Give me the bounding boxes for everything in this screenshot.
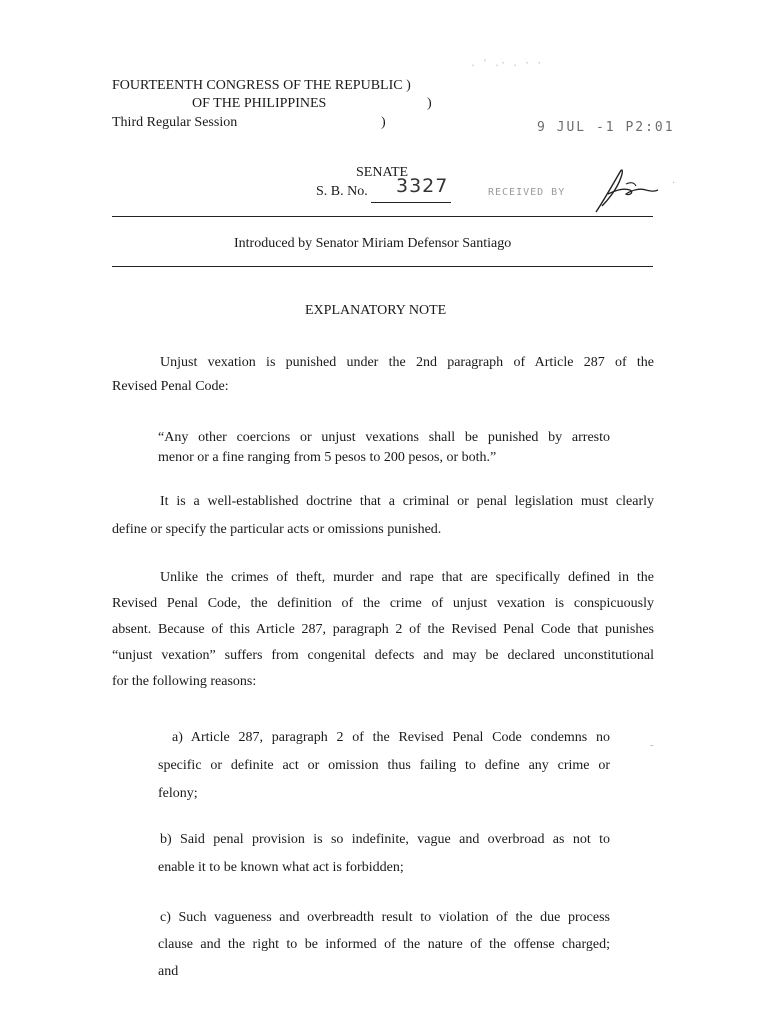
paragraph-1-line: Revised Penal Code:	[112, 379, 229, 394]
list-item-b	[158, 826, 610, 882]
session-line: Third Regular Session	[112, 115, 238, 130]
list-item-a-line: a) Article 287, paragraph 2 of the Revised Penal Code condemns no	[172, 730, 610, 745]
document-title: EXPLANATORY NOTE	[305, 303, 447, 318]
received-date-stamp: 9 JUL -1 P2:01	[537, 120, 675, 135]
republic-line-paren: )	[427, 96, 432, 111]
top-divider	[112, 216, 653, 217]
paragraph-3-line: Revised Penal Code, the definition of the crime of unjust vexation is conspicuously	[112, 596, 654, 611]
senate-label: SENATE	[356, 165, 409, 180]
list-item-c-line: c) Such vagueness and overbreadth result to violation of the due process	[160, 910, 610, 925]
congress-line: FOURTEENTH CONGRESS OF THE REPUBLIC )	[112, 78, 411, 93]
quote-line: “Any other coercions or unjust vexations shall be punished by arresto	[158, 430, 610, 445]
paragraph-3	[112, 565, 654, 695]
paragraph-3-line: absent. Because of this Article 287, paragraph 2 of the Revised Penal Code that punishes	[112, 622, 654, 637]
paragraph-1-line: Unjust vexation is punished under the 2nd paragraph of Article 287 of the	[160, 355, 654, 370]
paragraph-2-line: It is a well-established doctrine that a criminal or penal legislation must clearly	[160, 494, 654, 509]
paragraph-3-line: Unlike the crimes of theft, murder and rape that are specifically defined in the	[160, 570, 654, 585]
session-line-paren: )	[381, 115, 386, 130]
paragraph-2	[112, 488, 654, 544]
scan-speck: ·	[672, 178, 676, 189]
received-by-stamp: RECEIVED BY	[488, 187, 566, 198]
republic-line: OF THE PHILIPPINES	[192, 96, 327, 111]
introducer-line: Introduced by Senator Miriam Defensor Santiago	[234, 236, 512, 251]
sb-number-underline	[371, 202, 451, 203]
stamp-specks: . ' .· . · ·	[470, 58, 543, 69]
list-item-b-line: b) Said penal provision is so indefinite, vague and overbroad as not to	[160, 832, 610, 847]
quoted-provision	[158, 428, 610, 468]
quote-line: menor or a fine ranging from 5 pesos to 200 pesos, or both.”	[158, 450, 497, 465]
scan-speck: -	[650, 740, 654, 751]
sb-number-label: S. B. No.	[316, 184, 368, 199]
list-item-a-line: felony;	[158, 786, 198, 801]
list-item-a	[158, 724, 610, 808]
bottom-divider	[112, 266, 653, 267]
paragraph-3-line: for the following reasons:	[112, 674, 257, 689]
paragraph-1	[112, 351, 654, 399]
list-item-a-line: specific or definite act or omission thus failing to define any crime or	[158, 758, 610, 773]
list-item-b-line: enable it to be known what act is forbidden;	[158, 860, 404, 875]
list-item-c	[158, 904, 610, 985]
list-item-c-line: clause and the right to be informed of the nature of the offense charged;	[158, 937, 610, 952]
sb-number: 3327	[396, 175, 449, 197]
paragraph-3-line: “unjust vexation” suffers from congenital defects and may be declared unconstitutional	[112, 648, 654, 663]
paragraph-2-line: define or specify the particular acts or omissions punished.	[112, 522, 442, 537]
signature-mark	[586, 160, 666, 216]
list-item-c-line: and	[158, 964, 179, 979]
